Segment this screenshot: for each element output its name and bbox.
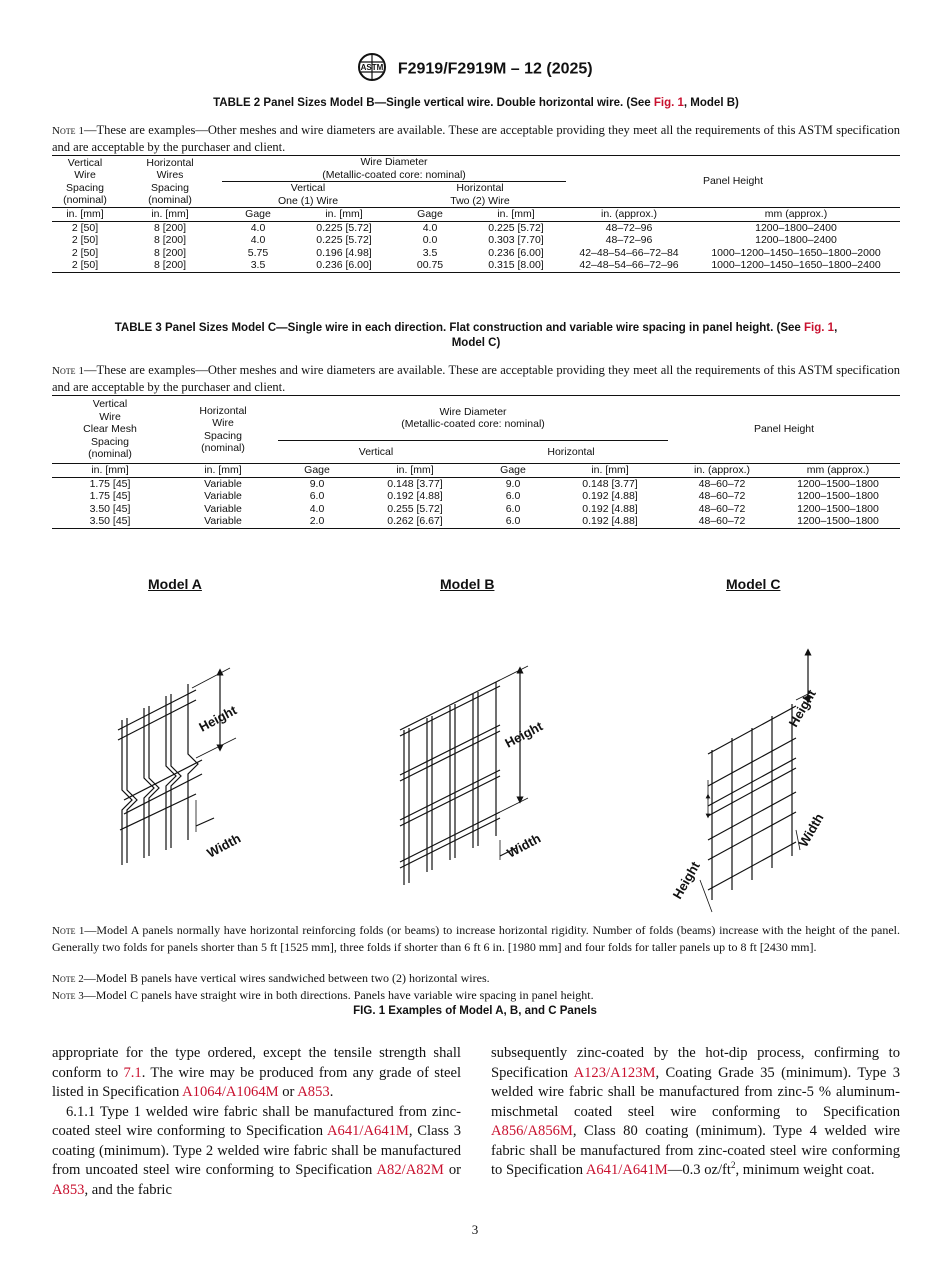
model-a-title: Model A (148, 576, 202, 592)
table3-units-row: in. [mm] in. [mm] Gage in. [mm] Gage in. [mm] in. (approx.) mm (approx.) (52, 464, 900, 478)
model-c-title: Model C (726, 576, 781, 592)
table-row: 1.75 [45] Variable 9.0 0.148 [3.77] 9.0 0.148 [3.77] 48–60–72 1200–1500–1800 (89, 477, 879, 490)
a853-link[interactable]: A853 (297, 1084, 330, 1100)
model-c-height-label-top: Height (785, 686, 819, 730)
table3-h-panel-height: Panel Height (753, 423, 815, 436)
model-a-panel-drawing (118, 668, 236, 865)
a856-link[interactable]: A856/A856M (491, 1123, 573, 1139)
table3-h-horizontal-wire: Horizontal Wire Spacing (nominal) (199, 404, 247, 454)
table2-h-panel-height: Panel Height (702, 175, 764, 188)
a82-link[interactable]: A82/A82M (376, 1162, 444, 1178)
table3-h-vertical: Vertical (358, 445, 394, 458)
model-b-height-label: Height (502, 718, 546, 751)
body-left-column (52, 1044, 461, 1200)
table2-h-wire-diameter: Wire Diameter (Metallic-coated core: nominal) (222, 156, 566, 182)
table2-units-row: in. [mm] in. [mm] Gage in. [mm] Gage in. [mm] in. (approx.) mm (approx.) (52, 208, 900, 222)
model-a-height-label: Height (196, 702, 240, 735)
table2-h-vertical-spacing: Vertical Wire Spacing (nominal) (63, 156, 107, 206)
figure-note-1: Note 1—Model A panels normally have horizontal reinforcing folds (or beams) to increase horizontal rigidity. Number of folds (beams) increase with the height of the panel. Generally two folds for panels shorter than 5 ft [1525 mm], three folds if shorter than 6 ft 6 in. [1980 mm] and four folds for taller panels up to 8 ft [2430 mm]. (52, 923, 901, 954)
paragraph-6-1-1: 6.1.1 Type 1 welded wire fabric shall be manufactured from zinc-coated steel wire conforming to Specification A641/A641M, Class 3 coating (minimum). Type 2 welded wire fabric shall be manufactured from uncoated steel wire conforming to Specification A82/A82M or A853, and the fabric (52, 1103, 461, 1198)
table-row: 2 [50] 8 [200] 5.75 0.196 [4.98] 3.5 0.236 [6.00] 42–48–54–66–72–84 1000–1200–1450–1650–1800–2000 (71, 246, 881, 259)
document-designation: F2919/F2919M – 12 (2025) (397, 60, 593, 78)
table2-h-horizontal-wires: Horizontal Wires Spacing (nominal) (146, 156, 194, 206)
table3 (52, 395, 900, 529)
table-row: 2 [50] 8 [200] 3.5 0.236 [6.00] 00.75 0.315 [8.00] 42–48–54–66–72–96 1000–1200–1450–1650–1800–2400 (71, 259, 881, 271)
table-row: 1.75 [45] Variable 6.0 0.192 [4.88] 6.0 0.192 [4.88] 48–60–72 1200–1500–1800 (89, 490, 879, 502)
model-c-width-label: Width (795, 810, 827, 850)
fig1-link[interactable]: Fig. 1 (804, 322, 835, 334)
model-c-panel-drawing (700, 652, 812, 912)
a1064-link[interactable]: A1064/A1064M (182, 1084, 279, 1100)
model-c-height-label-bottom: Height (669, 858, 703, 902)
figure-caption: FIG. 1 Examples of Model A, B, and C Panels (353, 1005, 597, 1017)
table3-h-wire-diameter: Wire Diameter (Metallic-coated core: nominal) (278, 396, 668, 441)
page-header (0, 52, 950, 87)
figure-note-3: Note 3—Model C panels have straight wire in both directions. Panels have variable wire spacing in panel height. (52, 988, 594, 1002)
svg-text:ASTM: ASTM (361, 63, 384, 72)
table2-note: Note 1—These are examples—Other meshes and wire diameters are available. These are acceptable providing they meet all the requirements of this ASTM specification and are acceptable by the purchaser and client. (52, 123, 901, 154)
model-b-title: Model B (440, 576, 495, 592)
table2-h-horizontal: Horizontal (456, 182, 504, 194)
astm-logo-icon (357, 52, 387, 87)
table3-h-vertical-wire: Vertical Wire Clear Mesh Spacing (nominal) (83, 398, 137, 461)
table3-caption: TABLE 3 Panel Sizes Model C—Single wire in each direction. Flat construction and variable wire spacing in panel height. (See Fig. 1, Model C) (114, 322, 838, 349)
table-row: 3.50 [45] Variable 4.0 0.255 [5.72] 6.0 0.192 [4.88] 48–60–72 1200–1500–1800 (89, 502, 879, 515)
panel-illustrations (0, 600, 950, 920)
body-right-column: subsequently zinc-coated by the hot-dip process, confirming to Specification A123/A123M, Coating Grade 35 (minimum). Type 3 welded wire fabric shall be manufactured from zinc-5 % aluminum-mischmetal coated steel wire conforming to Specification A856/A856M, Class 80 coating (minimum). Type 4 welded wire fabric shall be manufactured from zinc-coated steel wire conforming to Specification A641/A641M—0.3 $oz/ft^2$, minimum weight coat. (491, 1045, 900, 1178)
table3-h-horizontal: Horizontal (547, 445, 595, 458)
model-a-width-label: Width (204, 830, 244, 861)
model-b-width-label: Width (504, 830, 544, 861)
table-row: 3.50 [45] Variable 2.0 0.262 [6.67] 6.0 0.192 [4.88] 48–60–72 1200–1500–1800 (89, 515, 879, 527)
table-row: 2 [50] 8 [200] 4.0 0.225 [5.72] 4.0 0.225 [5.72] 48–72–96 1200–1800–2400 (71, 221, 837, 234)
table2: Vertical Wire Spacing (nominal) Horizontal Wires Spacing (nominal) Wire Diameter (Metallic-coated core: nominal) Panel Height Vertical Horizontal One (1) Wire Two (2) Wire in. [mm] in. [mm] Gage in. [mm] Gage in. [mm] in. (approx.) mm (approx.) 2 [50] 8 [200] 4.0 0.225 [5.72] 4.0 0.225 [5.72] 48–72–96 1200–1800–2400 2 [50] 8 [200] 4.0 0.225 [5.72] 0.0 0.303 [7.70] 48–72–96 1200–1800–2400 2 [50] 8 [200] 5.75 0.196 [4.98] 3.5 0.236 [6.00] 42–48–54–66–72–84 1000–1200–1450–1650–1800–2000 2 [50] 8 [200] 3.5 0.236 [6.00] 00.75 0.315 [8.00] 42–48–54–66–72–96 1000–1200–1450–1650–1800–2400 (52, 155, 900, 273)
table3-note: Note 1—These are examples—Other meshes and wire diameters are available. These are acceptable providing they meet all the requirements of this ASTM specification and are acceptable by the purchaser and client. (52, 363, 901, 394)
a641-link[interactable]: A641/A641M (327, 1123, 409, 1139)
section-7-1-link[interactable]: 7.1 (123, 1064, 142, 1081)
paragraph: appropriate for the type ordered, except the tensile strength shall conform to 7.1. The wire may be produced from any grade of steel listed in Specification A1064/A1064M or A853. (52, 1045, 462, 1100)
table2-h-vertical: Vertical (290, 182, 326, 194)
page-number: 3 (471, 1222, 479, 1237)
figure-note-2: Note 2—Model B panels have vertical wires sandwiched between two (2) horizontal wires. (52, 971, 490, 985)
fig1-link[interactable]: Fig. 1 (653, 97, 684, 109)
a123-link[interactable]: A123/A123M (573, 1064, 656, 1081)
table-row: 2 [50] 8 [200] 4.0 0.225 [5.72] 0.0 0.303 [7.70] 48–72–96 1200–1800–2400 (71, 234, 837, 246)
table2-caption: TABLE 2 Panel Sizes Model B—Single vertical wire. Double horizontal wire. (See Fig. 1, Model B) (213, 97, 739, 109)
a853-link[interactable]: A853 (52, 1181, 85, 1198)
a641-link[interactable]: A641/A641M (585, 1162, 668, 1178)
